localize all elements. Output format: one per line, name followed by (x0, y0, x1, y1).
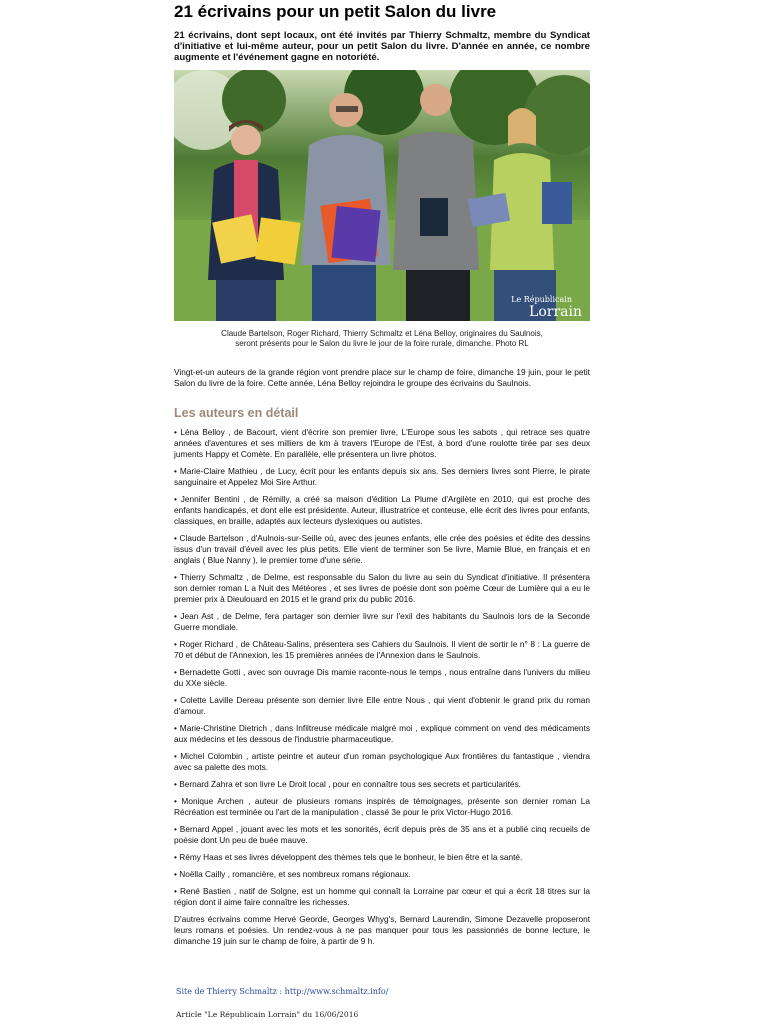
author-entry: • Bernard Zahra et son livre Le Droit local , pour en connaître tous ses secrets et particularités. (174, 778, 521, 789)
author-entry: • Noëlla Cailly , romancière, et ses nombreux romans régionaux. (174, 868, 411, 879)
author-site-link[interactable]: Site de Thierry Schmaltz : http://www.schmaltz.info/ (176, 987, 389, 996)
photo-watermark-line1: Le Républicain (511, 294, 572, 304)
author-entry: • Bernadette Gotti , avec son ouvrage Dis mamie raconte-nous le temps , nous entraîne dans l'univers du milieu du XXe siècle. (174, 666, 590, 688)
authors-group-photo (174, 70, 590, 321)
article-closing: D'autres écrivains comme Hervé Georde, Georges Whyg's, Bernard Laurendin, Simone Dezavelle proposeront leurs romans et poésies. Un rendez-vous à ne pas manquer pour tous les passionnés de bonne lecture, le dimanche 19 juin sur le champ de foire, à partir de 9 h. (174, 913, 590, 946)
photo-caption (174, 329, 590, 349)
photo-watermark-line2: Lorrain (529, 303, 582, 320)
author-entry: • Roger Richard , de Château-Salins, présentera ses Cahiers du Saulnois. Il vient de sortir le n° 8 : La guerre de 70 et début de l'Annexion, les 15 premières années de l'Annexion dans le Saulnois. (174, 638, 590, 660)
author-entry: • Léna Belloy , de Bacourt, vient d'écrire son premier livre, L'Europe sous les sabots , qui retrace ses quatre années d'aventures et ses milliers de km à travers l'Europe de l'Est, à bord d'une roulotte tirée par ses deux juments Happy et Comète. En parallèle, elle présentera un livre photos. (174, 426, 590, 459)
article-lead: 21 écrivains, dont sept locaux, ont été invités par Thierry Schmaltz, membre du Syndicat d'initiative et lui-même auteur, pour un petit Salon du livre. D'année en année, ce nombre augmente et l'événement gagne en notoriété. (174, 30, 590, 64)
authors-list (174, 427, 590, 908)
author-entry: • Claude Bartelson , d'Aulnois-sur-Seille où, avec des jeunes enfants, elle crée des poésies et édite des dessins issus d'un travail d'éveil avec les plus petits. Elle vient de terminer son 5e livre, Mamie Blue, en français et en anglais ( Blue Nanny ), le premier tome d'une série. (174, 532, 590, 565)
author-entry: • Colette Laville Dereau présente son dernier livre Elle entre Nous , qui vient d'obtenir le grand prix du roman d'amour. (174, 694, 590, 716)
author-entry: • Marie-Christine Dietrich , dans Infiltreuse médicale malgré moi , explique comment on vend des médicaments aux médecins et les dessous de l'industrie pharmaceutique. (174, 722, 590, 744)
section-title: Les auteurs en détail (174, 405, 299, 420)
article (174, 0, 590, 947)
author-entry: • Rémy Haas et ses livres développent des thèmes tels que le bonheur, le bien être et la santé. (174, 851, 523, 862)
article-intro: Vingt-et-un auteurs de la grande région vont prendre place sur le champ de foire, dimanche 19 juin, pour le petit Salon du livre de la foire. Cette année, Léna Belloy rejoindra le groupe des écrivains du Saulnois. (174, 366, 590, 388)
photo-caption-line2: seront présents pour le Salon du livre le jour de la foire rurale, dimanche. Photo RL (235, 338, 529, 348)
author-entry: • Jean Ast , de Delme, fera partager son dernier livre sur l'exil des habitants du Saulnois lors de la Seconde Guerre mondiale. (174, 610, 590, 632)
photo-caption-line1: Claude Bartelson, Roger Richard, Thierry Schmaltz et Léna Belloy, originaires du Saulnois, (221, 328, 543, 338)
author-entry: • Michel Colombin , artiste peintre et auteur d'un roman psychologique Aux frontières du fantastique , viendra avec sa palette des mots. (174, 750, 590, 772)
author-entry: • Thierry Schmaltz , de Delme, est responsable du Salon du livre au sein du Syndicat d'initiative. Il présentera son dernier roman L a Nuit des Météores , et ses livres de poésie dont son poème Cœur de Lumière qui a eu le premier prix à Dieulouard en 2015 et le grand prix du public 2016. (174, 571, 590, 604)
author-entry: • Monique Archen , auteur de plusieurs romans inspirés de témoignages, présente son dernier roman La Récréation est terminée ou l'art de la manipulation , classé 3e pour le prix Victor-Hugo 2016. (174, 795, 590, 817)
author-entry: • Jennifer Bentini , de Rémilly, a créé sa maison d'édition La Plume d'Argilète en 2010, qui est proche des enfants handicapés, et dont elle est présidente. Auteur, illustratrice et conteuse, elle écrit des livres pour enfants, classiques, en braille, adaptés aux lecteurs dyslexiques ou autistes. (174, 493, 590, 526)
article-source: Article "Le Républicain Lorrain" du 16/06/2016 (176, 1010, 359, 1019)
article-photo (174, 70, 590, 321)
author-entry: • René Bastien , natif de Solgne, est un homme qui connaît la Lorraine par cœur et qui a écrit 18 titres sur la région dont il aime faire connaître les richesses. (174, 885, 590, 907)
article-title: 21 écrivains pour un petit Salon du livre (174, 2, 497, 21)
author-entry: • Bernard Appel , jouant avec les mots et les sonorités, écrit depuis près de 35 ans et a publié cinq recueils de poésie dont Un peu de buée mauve. (174, 823, 590, 845)
author-entry: • Marie-Claire Mathieu , de Lucy, écrit pour les enfants depuis six ans. Ses derniers livres sont Pierre, le pirate sanguinaire et Appelez Moi Sire Arthur. (174, 465, 590, 487)
